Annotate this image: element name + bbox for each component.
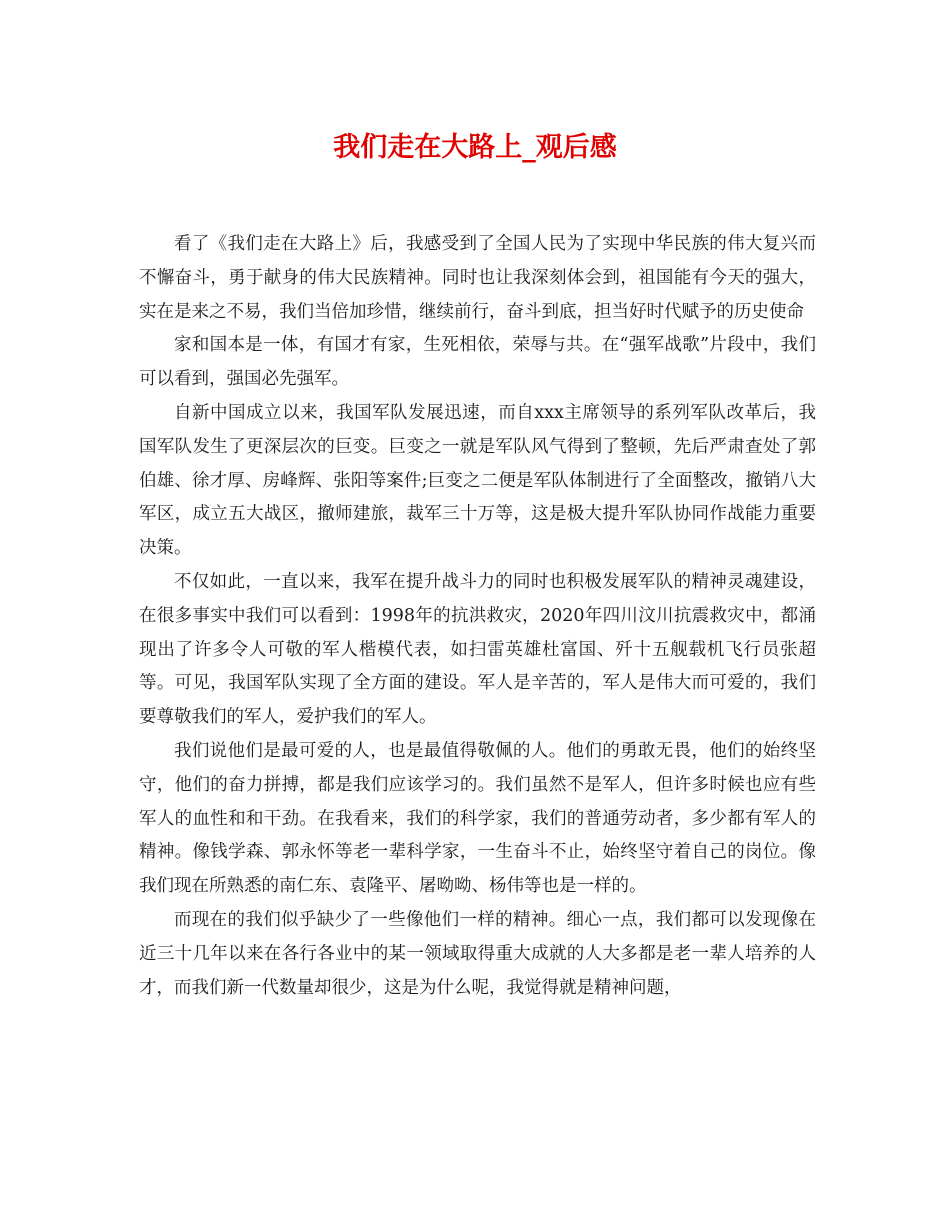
- paragraph-3: 自新中国成立以来，我国军队发展迅速，而自xxx主席领导的系列军队改革后，我国军队发生了更深层次的巨变。巨变之一就是军队风气得到了整顿，先后严肃查处了郭伯雄、徐才厚、房峰辉、张阳等案件;巨变之二便是军队体制进行了全面整改，撤销八大军区，成立五大战区，撤师建旅，裁军三十万等，这是极大提升军队协同作战能力重要决策。: [139, 402, 816, 559]
- paragraph-5: 我们说他们是最可爱的人，也是最值得敬佩的人。他们的勇敢无畏，他们的始终坚守，他们的奋力拼搏，都是我们应该学习的。我们虽然不是军人，但许多时候也应有些军人的血性和和干劲。在我看来，我们的科学家，我们的普通劳动者，多少都有军人的精神。像钱学森、郭永怀等老一辈科学家，一生奋斗不止，始终坚守着自己的岗位。像我们现在所熟悉的南仁东、袁隆平、屠呦呦、杨伟等也是一样的。: [139, 740, 816, 897]
- document-body: [139, 228, 816, 1005]
- paragraph-6: 而现在的我们似乎缺少了一些像他们一样的精神。细心一点，我们都可以发现像在近三十几年以来在各行各业中的某一领域取得重大成就的人大多都是老一辈人培养的人才，而我们新一代数量却很少，这是为什么呢，我觉得就是精神问题，: [139, 909, 816, 998]
- paragraph-2: 家和国本是一体，有国才有家，生死相依，荣辱与共。在“强军战歌”片段中，我们可以看到，强国必先强军。: [139, 335, 816, 390]
- paragraph-4: 不仅如此，一直以来，我军在提升战斗力的同时也积极发展军队的精神灵魂建设，在很多事实中我们可以看到：1998年的抗洪救灾，2020年四川汶川抗震救灾中，都涌现出了许多令人可敬的军人楷模代表，如扫雷英雄杜富国、歼十五舰载机飞行员张超等。可见，我国军队实现了全方面的建设。军人是辛苦的，军人是伟大而可爱的，我们要尊敬我们的军人，爱护我们的军人。: [139, 571, 816, 728]
- document-title: 我们走在大路上_观后感: [333, 132, 617, 163]
- paragraph-1: 看了《我们走在大路上》后，我感受到了全国人民为了实现中华民族的伟大复兴而不懈奋斗，勇于献身的伟大民族精神。同时也让我深刻体会到，祖国能有今天的强大，实在是来之不易，我们当倍加珍惜，继续前行，奋斗到底，担当好时代赋予的历史使命: [139, 234, 816, 322]
